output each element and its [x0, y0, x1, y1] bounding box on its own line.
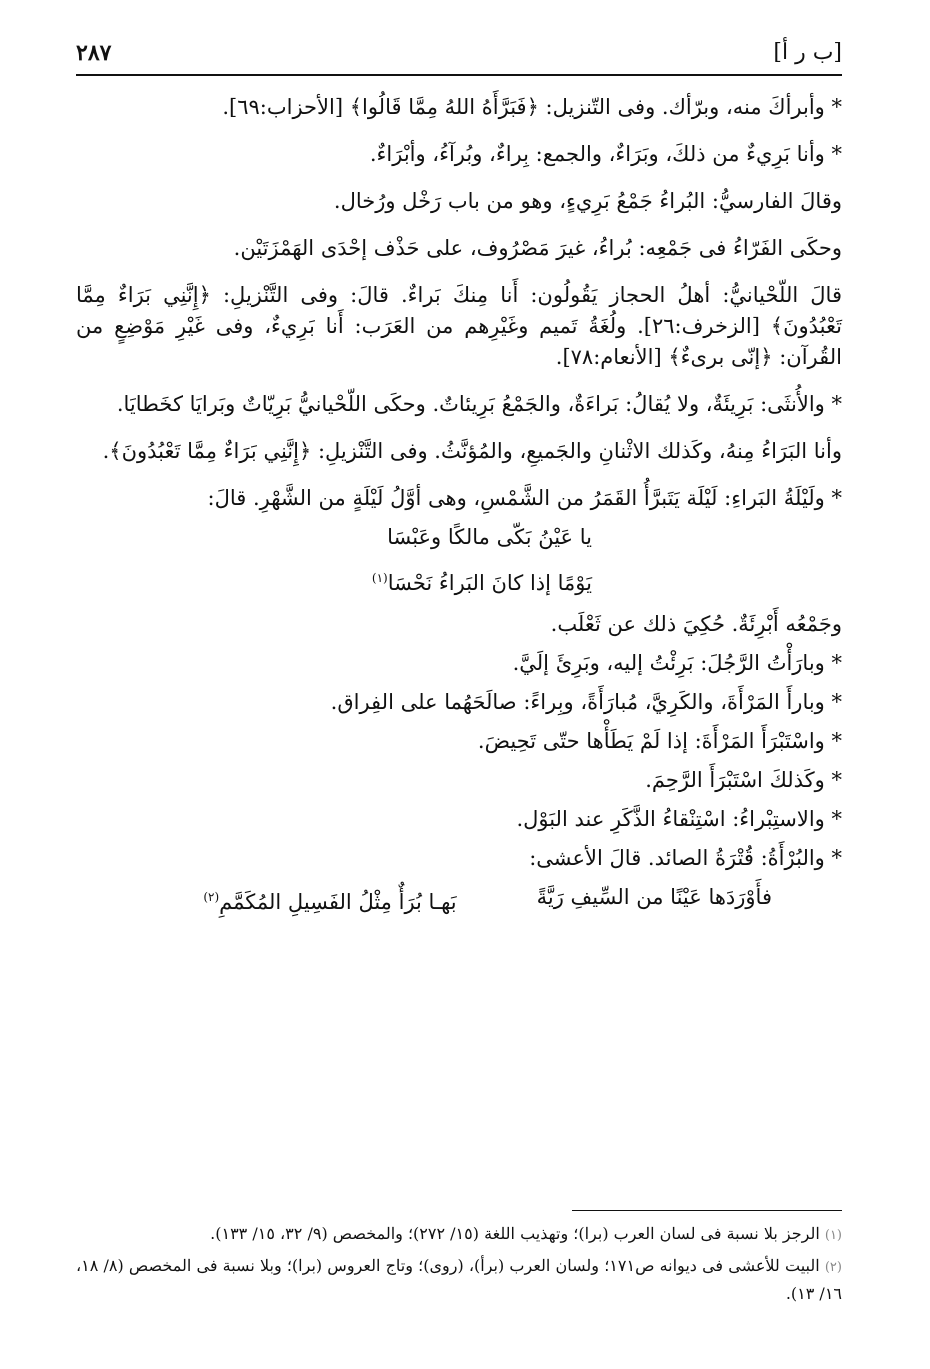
main-text [76, 92, 842, 918]
paragraph: وجَمْعُه أَبْرِئَةٌ. حُكِيَ ذلك عن ثَعْلَب. [550, 612, 842, 636]
paragraph: * وبارَأْتُ الرَّجُلَ: بَرِئْتُ إليه، وبَرِئَ إلَيَّ. [512, 651, 842, 675]
hemistich-text: بَهـا بُرَأٌ مِثْلُ الفَسِيلِ المُكَمَّمِ [219, 890, 457, 914]
paragraph: * ولَيْلَةُ البَراءِ: لَيْلَة يَتَبرَّأُ القَمَرُ من الشَّمْسِ، وهى أوَّلُ لَيْلَةٍ من الشَّهْرِ. قالَ: [207, 486, 842, 510]
paragraph: * والأُنثَى: بَرِيئَةٌ، ولا يُقالُ: بَراءَةٌ، والجَمْعُ بَرِيئاتٌ. وحكَى اللّحْيانيُّ بَرِيّاتٌ وبَرايَا كخَطايَا. [116, 392, 842, 416]
footnote-divider [572, 1210, 842, 1211]
footnote-mark: (١) [824, 1228, 842, 1243]
inset-block [76, 483, 842, 874]
paragraph: * وبارأَ المَرْأَةَ، والكَرِيَّ، مُبارَأَةً، وبِراءً: صالَحَهُما على الفِراق. [330, 690, 842, 714]
paragraph: * وكَذلكَ اسْتَبْرَأَ الرَّحِمَ. [645, 768, 842, 792]
paragraph: وقالَ الفارسيُّ: البُراءُ جَمْعُ بَرِيءٍ، وهو من باب رَخْل ورُخال. [333, 189, 842, 213]
paragraph: * وأنا بَرِيءٌ من ذلكَ، وبَرَاءٌ، والجمع: بِراءٌ، وبُرآءُ، وأبْرَاءٌ. [369, 142, 842, 166]
verse-line: يا عَيْنُ بَكّى مالكًا وعَبْسَا [387, 525, 592, 549]
paragraph: * والاستِبْراءُ: اسْتِنْقاءُ الذَّكَرِ عند البَوْل. [516, 807, 842, 831]
hemistich-second [203, 882, 456, 918]
page-header [76, 36, 842, 76]
footnote [76, 1253, 842, 1307]
paragraph: * واسْتَبْرَأَ المَرْأَةَ: إذا لَمْ يَطَأْها حتّى تَحِيضَ. [477, 729, 842, 753]
paragraph: وحكَى الفَرّاءُ فى جَمْعِه: بُراءُ، غيرَ مَصْرُوف، على حَذْف إحْدَى الهَمْزَتَيْن. [233, 236, 842, 260]
footnote-ref: (٢) [203, 890, 220, 904]
footnote-ref: (١) [371, 571, 388, 585]
verse-text: يَوْمًا إذا كانَ البَراءُ نَحْسَا [387, 571, 592, 595]
running-head: [ب ر أ] [773, 40, 842, 65]
poetry-couplet [76, 882, 842, 918]
paragraph: * وأبرأكَ منه، وبرّأك. وفى التّنزيل: ﴿فَبَرَّأَهُ اللهُ مِمَّا قَالُوا﴾ [الأحزاب:٦٩]. [222, 95, 842, 119]
paragraph: قالَ اللّحْيانيُّ: أهلُ الحجاز يَقُولُون: أَنا مِنكَ بَراءٌ. قالَ: وفى التَّنْزيلِ: ﴿إِنَّنِي بَرَاءٌ مِمَّا تَعْبُدُونَ﴾ [الزخرف:٢٦]. ولُغَةُ تَميم وغَيْرِهم من العَرَب: أَنا بَرِيءٌ، وفى غَيْرِ مَوْضِعٍ من القُرآن: ﴿إنّى برىءٌ﴾ [الأنعام:٧٨]. [76, 283, 842, 369]
paragraph: * والبُرْأَةُ: قُتْرَةُ الصائد. قالَ الأعشى: [529, 846, 842, 870]
verse-line [76, 563, 842, 599]
footnote-text: الرجز بلا نسبة فى لسان العرب (برا)؛ وتهذيب اللغة (١٥/ ٢٧٢)؛ والمخصص (٩/ ٣٢، ١٥/ ١٣٣). [210, 1224, 820, 1243]
hemistich-first: فأَوْرَدَها عَيْنًا من السِّيفِ رَيَّةً [536, 885, 772, 909]
footnote [76, 1221, 842, 1249]
footnotes [76, 1210, 842, 1311]
page-number: ٢٨٧ [76, 40, 112, 66]
footnote-mark: (٢) [824, 1260, 842, 1275]
paragraph: وأنا البَرَاءُ مِنهُ، وكَذلك الاثْنانِ والجَميعِ، والمُؤنَّثُ. وفى التَّنْزيلِ: ﴿إِنَّنِي بَرَاءٌ مِمَّا تَعْبُدُونَ﴾. [102, 439, 842, 463]
footnote-text: البيت للأعشى فى ديوانه ص١٧١؛ ولسان العرب (برأ)، (روى)؛ وتاج العروس (برا)؛ وبلا نسبة فى المخصص (٨/ ١٨، ١٦/ ١٣). [76, 1256, 842, 1303]
